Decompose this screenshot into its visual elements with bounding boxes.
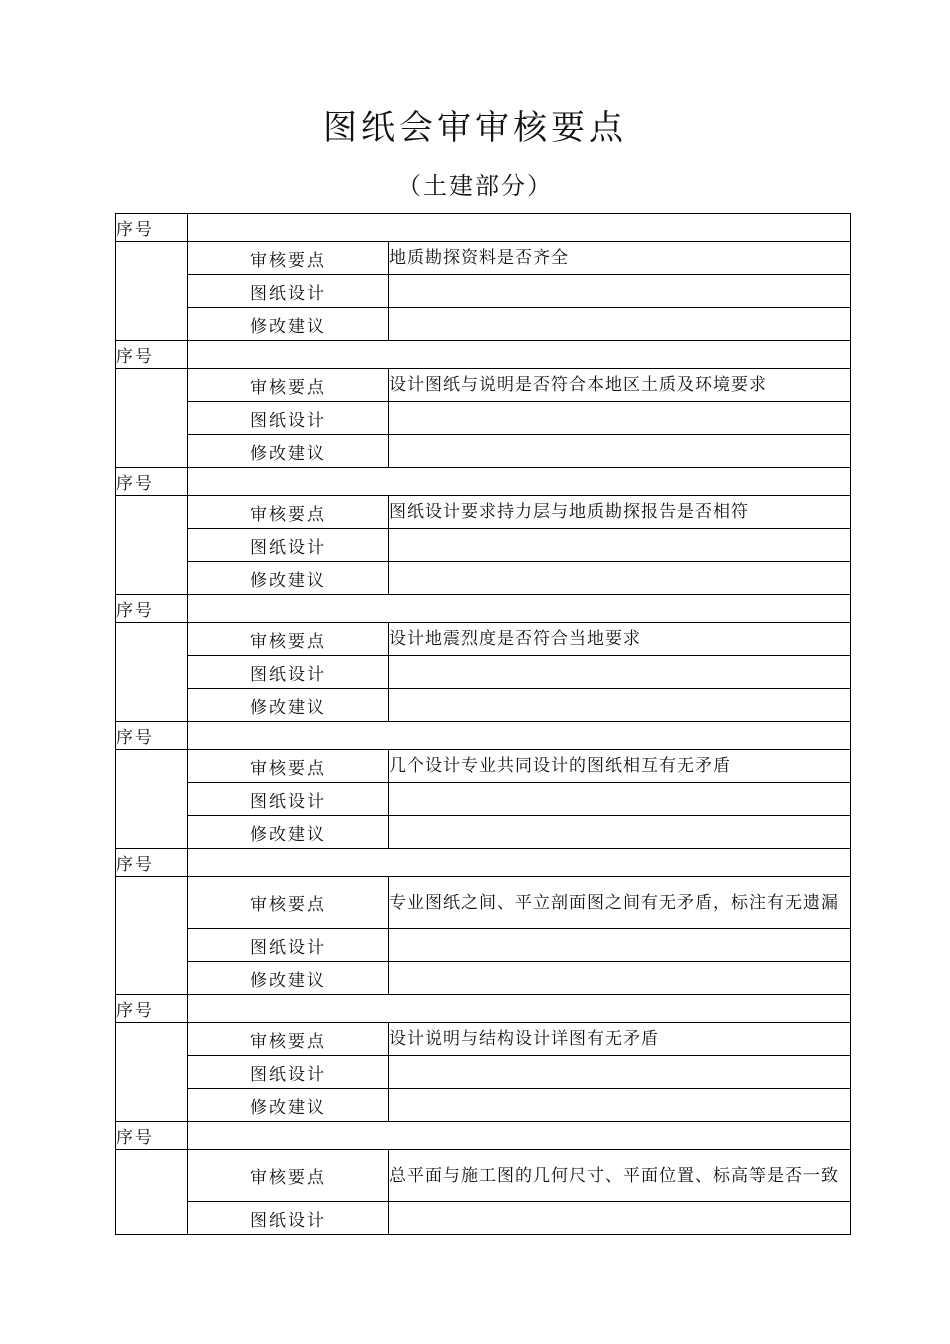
drawing-design-row <box>116 275 851 308</box>
modification-suggestion-label: 修改建议 <box>188 689 389 722</box>
review-point-label: 审核要点 <box>188 750 389 783</box>
seq-label: 序号 <box>116 214 188 242</box>
modification-suggestion-row <box>116 435 851 468</box>
modification-suggestion-value[interactable] <box>389 816 851 849</box>
modification-suggestion-label: 修改建议 <box>188 1089 389 1122</box>
modification-suggestion-label: 修改建议 <box>188 816 389 849</box>
review-point-label: 审核要点 <box>188 496 389 529</box>
modification-suggestion-value[interactable] <box>389 962 851 995</box>
drawing-design-row <box>116 1202 851 1235</box>
seq-label: 序号 <box>116 995 188 1023</box>
seq-value-cell[interactable] <box>188 849 851 877</box>
review-point-row <box>116 750 851 783</box>
drawing-design-label: 图纸设计 <box>188 656 389 689</box>
seq-value-cell[interactable] <box>188 722 851 750</box>
drawing-design-row <box>116 929 851 962</box>
drawing-design-label: 图纸设计 <box>188 1056 389 1089</box>
document-title: 图纸会审审核要点 <box>323 108 627 148</box>
review-point-label: 审核要点 <box>188 369 389 402</box>
drawing-design-value[interactable] <box>389 656 851 689</box>
review-point-label: 审核要点 <box>188 1150 389 1202</box>
review-point-row <box>116 877 851 929</box>
seq-value-cell[interactable] <box>188 1122 851 1150</box>
modification-suggestion-row <box>116 308 851 341</box>
document-subtitle: （土建部分） <box>397 172 553 200</box>
section-seq-row <box>116 849 851 877</box>
seq-value-cell[interactable] <box>188 595 851 623</box>
modification-suggestion-row <box>116 962 851 995</box>
modification-suggestion-value[interactable] <box>389 308 851 341</box>
drawing-design-label: 图纸设计 <box>188 275 389 308</box>
drawing-design-row <box>116 402 851 435</box>
seq-label: 序号 <box>116 849 188 877</box>
seq-label: 序号 <box>116 722 188 750</box>
drawing-design-value[interactable] <box>389 1056 851 1089</box>
section-seq-row <box>116 1122 851 1150</box>
section-seq-row <box>116 214 851 242</box>
modification-suggestion-value[interactable] <box>389 1089 851 1122</box>
modification-suggestion-label: 修改建议 <box>188 435 389 468</box>
drawing-design-value[interactable] <box>389 783 851 816</box>
review-table-body <box>116 214 851 1235</box>
modification-suggestion-value[interactable] <box>389 435 851 468</box>
modification-suggestion-row <box>116 562 851 595</box>
review-point-label: 审核要点 <box>188 877 389 929</box>
review-point-row <box>116 369 851 402</box>
review-point-label: 审核要点 <box>188 242 389 275</box>
seq-value-cell[interactable] <box>188 214 851 242</box>
review-point-label: 审核要点 <box>188 623 389 656</box>
drawing-design-label: 图纸设计 <box>188 783 389 816</box>
drawing-design-row <box>116 1056 851 1089</box>
seq-blank-cell <box>116 1023 188 1122</box>
drawing-design-value[interactable] <box>389 1202 851 1235</box>
seq-blank-cell <box>116 369 188 468</box>
drawing-design-label: 图纸设计 <box>188 929 389 962</box>
drawing-design-value[interactable] <box>389 529 851 562</box>
modification-suggestion-value[interactable] <box>389 562 851 595</box>
drawing-design-value[interactable] <box>389 275 851 308</box>
review-table <box>115 213 851 1235</box>
review-point-value: 设计地震烈度是否符合当地要求 <box>389 623 851 656</box>
modification-suggestion-label: 修改建议 <box>188 562 389 595</box>
seq-value-cell[interactable] <box>188 468 851 496</box>
drawing-design-row <box>116 783 851 816</box>
review-point-row <box>116 623 851 656</box>
modification-suggestion-label: 修改建议 <box>188 308 389 341</box>
modification-suggestion-row <box>116 689 851 722</box>
review-point-row <box>116 242 851 275</box>
seq-label: 序号 <box>116 595 188 623</box>
seq-value-cell[interactable] <box>188 341 851 369</box>
review-point-value: 设计说明与结构设计详图有无矛盾 <box>389 1023 851 1056</box>
review-point-label: 审核要点 <box>188 1023 389 1056</box>
section-seq-row <box>116 468 851 496</box>
review-point-value: 总平面与施工图的几何尺寸、平面位置、标高等是否一致 <box>389 1150 851 1202</box>
drawing-design-label: 图纸设计 <box>188 1202 389 1235</box>
review-point-value: 图纸设计要求持力层与地质勘探报告是否相符 <box>389 496 851 529</box>
seq-blank-cell <box>116 877 188 995</box>
modification-suggestion-row <box>116 816 851 849</box>
review-point-value: 地质勘探资料是否齐全 <box>389 242 851 275</box>
section-seq-row <box>116 722 851 750</box>
seq-label: 序号 <box>116 341 188 369</box>
review-point-value: 专业图纸之间、平立剖面图之间有无矛盾，标注有无遗漏 <box>389 877 851 929</box>
seq-blank-cell <box>116 496 188 595</box>
seq-label: 序号 <box>116 468 188 496</box>
review-point-row <box>116 1150 851 1202</box>
modification-suggestion-row <box>116 1089 851 1122</box>
drawing-design-label: 图纸设计 <box>188 402 389 435</box>
seq-blank-cell <box>116 623 188 722</box>
review-point-row <box>116 1023 851 1056</box>
modification-suggestion-value[interactable] <box>389 689 851 722</box>
drawing-design-value[interactable] <box>389 929 851 962</box>
drawing-design-row <box>116 656 851 689</box>
seq-blank-cell <box>116 242 188 341</box>
review-point-value: 设计图纸与说明是否符合本地区土质及环境要求 <box>389 369 851 402</box>
section-seq-row <box>116 341 851 369</box>
section-seq-row <box>116 595 851 623</box>
review-point-row <box>116 496 851 529</box>
drawing-design-value[interactable] <box>389 402 851 435</box>
drawing-design-label: 图纸设计 <box>188 529 389 562</box>
modification-suggestion-label: 修改建议 <box>188 962 389 995</box>
review-point-value: 几个设计专业共同设计的图纸相互有无矛盾 <box>389 750 851 783</box>
seq-blank-cell <box>116 1150 188 1235</box>
seq-label: 序号 <box>116 1122 188 1150</box>
seq-value-cell[interactable] <box>188 995 851 1023</box>
section-seq-row <box>116 995 851 1023</box>
seq-blank-cell <box>116 750 188 849</box>
drawing-design-row <box>116 529 851 562</box>
